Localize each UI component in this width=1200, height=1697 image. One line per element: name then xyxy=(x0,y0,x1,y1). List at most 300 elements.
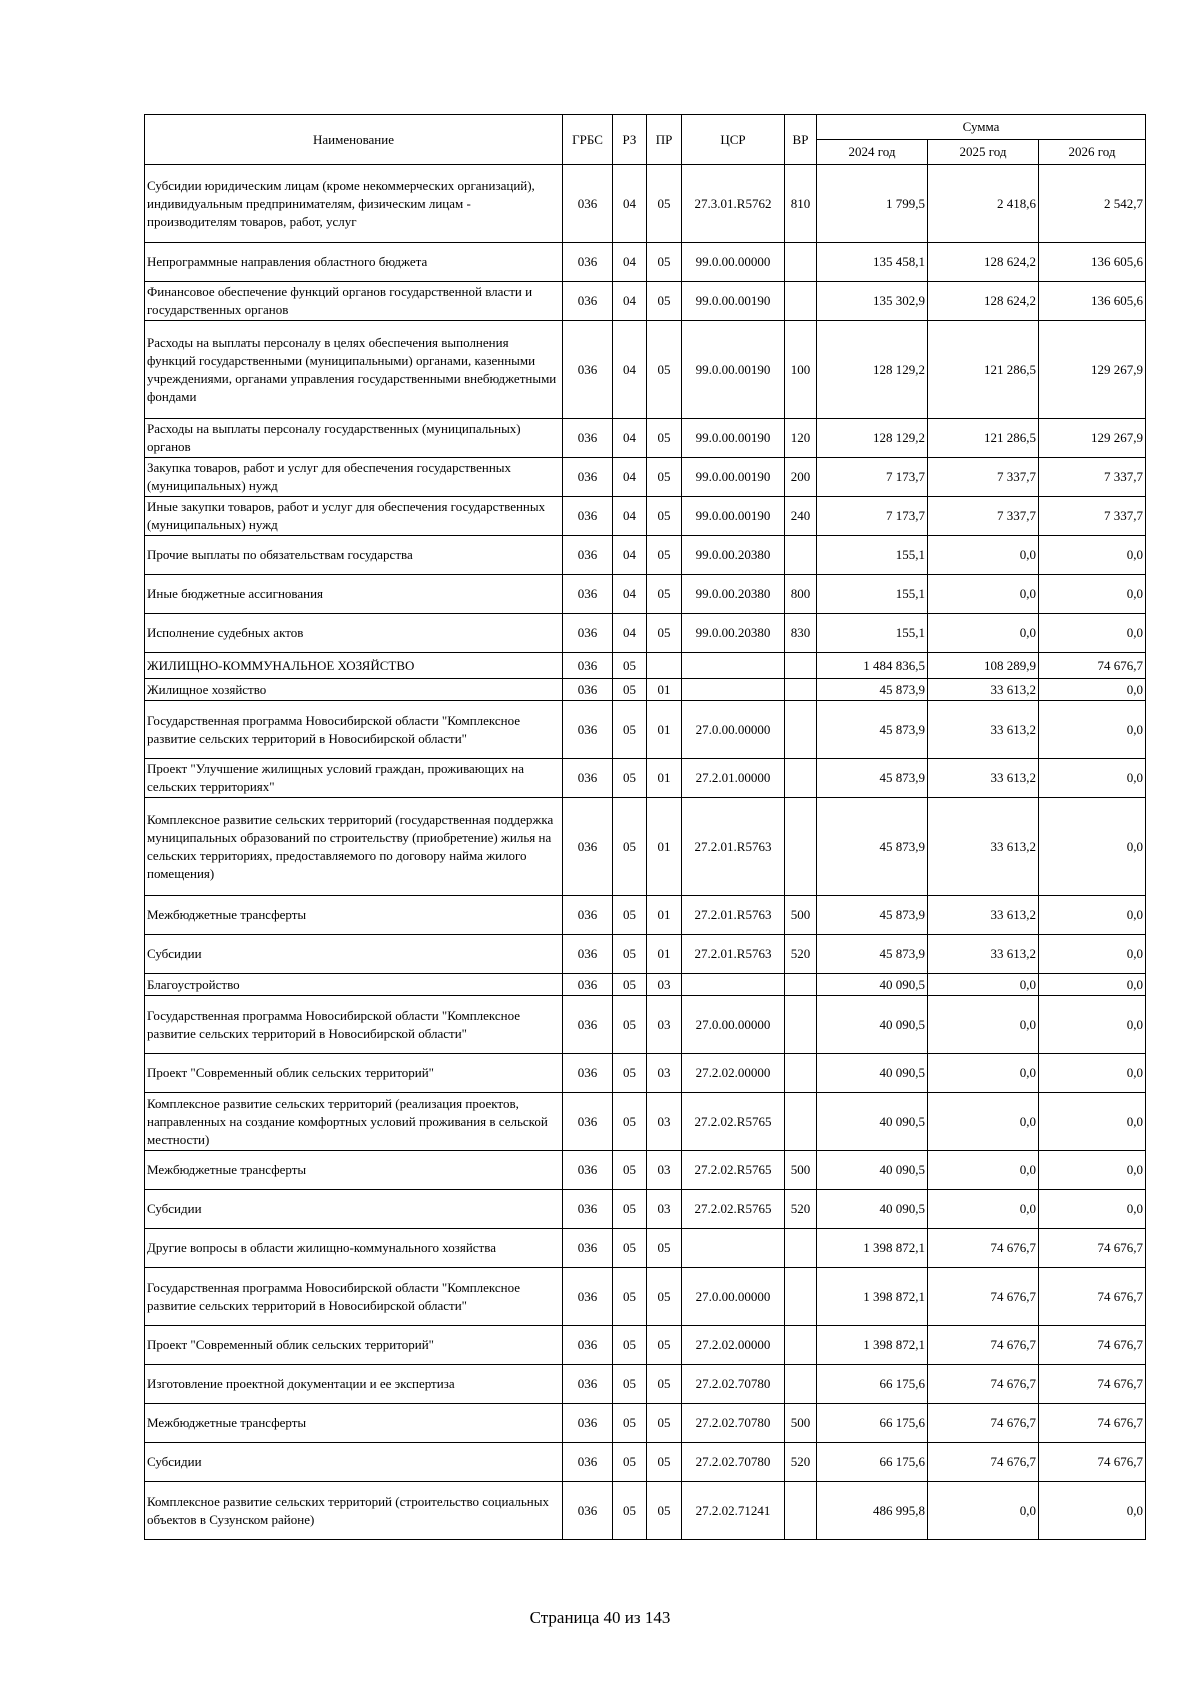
cell-pr: 05 xyxy=(647,575,682,614)
table-row xyxy=(145,1190,1146,1229)
cell-name: ЖИЛИЩНО-КОММУНАЛЬНОЕ ХОЗЯЙСТВО xyxy=(145,653,563,679)
cell-grbs: 036 xyxy=(563,679,613,701)
cell-name: Прочие выплаты по обязательствам государства xyxy=(145,536,563,575)
cell-2025: 121 286,5 xyxy=(928,321,1039,419)
cell-rz: 05 xyxy=(613,798,647,896)
cell-grbs: 036 xyxy=(563,798,613,896)
cell-name: Проект "Современный облик сельских территорий" xyxy=(145,1054,563,1093)
cell-grbs: 036 xyxy=(563,701,613,759)
cell-grbs: 036 xyxy=(563,458,613,497)
cell-2025: 0,0 xyxy=(928,614,1039,653)
cell-vr: 520 xyxy=(785,1443,817,1482)
cell-vr: 100 xyxy=(785,321,817,419)
cell-vr: 520 xyxy=(785,1190,817,1229)
cell-2026: 7 337,7 xyxy=(1039,458,1146,497)
cell-pr: 01 xyxy=(647,701,682,759)
cell-name: Расходы на выплаты персоналу в целях обеспечения выполнения функций государственными (муниципальными) органами, казенными учреждениями, органами управления государственными внебюджетными фондами xyxy=(145,321,563,419)
table-row xyxy=(145,165,1146,243)
cell-2026: 0,0 xyxy=(1039,896,1146,935)
cell-2026: 0,0 xyxy=(1039,1054,1146,1093)
cell-csr: 27.2.01.R5763 xyxy=(682,935,785,974)
cell-2026: 0,0 xyxy=(1039,759,1146,798)
cell-csr: 99.0.00.00000 xyxy=(682,243,785,282)
cell-name: Иные закупки товаров, работ и услуг для обеспечения государственных (муниципальных) нужд xyxy=(145,497,563,536)
cell-pr: 03 xyxy=(647,996,682,1054)
table-header-row xyxy=(145,115,1146,140)
cell-2025: 74 676,7 xyxy=(928,1229,1039,1268)
cell-2024: 7 173,7 xyxy=(817,458,928,497)
header-name: Наименование xyxy=(145,115,563,165)
cell-rz: 04 xyxy=(613,458,647,497)
cell-pr xyxy=(647,653,682,679)
cell-vr: 240 xyxy=(785,497,817,536)
cell-name: Непрограммные направления областного бюджета xyxy=(145,243,563,282)
cell-rz: 04 xyxy=(613,165,647,243)
cell-rz: 05 xyxy=(613,996,647,1054)
cell-csr: 27.2.02.R5765 xyxy=(682,1093,785,1151)
cell-2025: 33 613,2 xyxy=(928,701,1039,759)
cell-vr xyxy=(785,1365,817,1404)
cell-grbs: 036 xyxy=(563,536,613,575)
table-row xyxy=(145,497,1146,536)
cell-rz: 05 xyxy=(613,1268,647,1326)
cell-2025: 74 676,7 xyxy=(928,1268,1039,1326)
cell-csr: 99.0.00.20380 xyxy=(682,575,785,614)
cell-csr: 99.0.00.00190 xyxy=(682,458,785,497)
table-row xyxy=(145,974,1146,996)
cell-grbs: 036 xyxy=(563,1482,613,1540)
cell-2026: 0,0 xyxy=(1039,1151,1146,1190)
cell-rz: 05 xyxy=(613,1190,647,1229)
cell-pr: 03 xyxy=(647,1151,682,1190)
cell-csr: 99.0.00.20380 xyxy=(682,614,785,653)
cell-2024: 135 458,1 xyxy=(817,243,928,282)
cell-2024: 45 873,9 xyxy=(817,759,928,798)
cell-name: Изготовление проектной документации и ее экспертиза xyxy=(145,1365,563,1404)
cell-rz: 05 xyxy=(613,759,647,798)
cell-grbs: 036 xyxy=(563,282,613,321)
cell-2025: 0,0 xyxy=(928,1190,1039,1229)
table-row xyxy=(145,798,1146,896)
cell-2024: 66 175,6 xyxy=(817,1404,928,1443)
cell-2026: 0,0 xyxy=(1039,996,1146,1054)
cell-name: Комплексное развитие сельских территорий (государственная поддержка муниципальных образований по строительству (приобретение) жилья на сельских территориях, предоставляемого по договору найма жилого помещения) xyxy=(145,798,563,896)
table-row xyxy=(145,1443,1146,1482)
table-row xyxy=(145,458,1146,497)
cell-2026: 0,0 xyxy=(1039,575,1146,614)
cell-rz: 05 xyxy=(613,1443,647,1482)
cell-pr: 05 xyxy=(647,243,682,282)
cell-vr xyxy=(785,536,817,575)
cell-2024: 40 090,5 xyxy=(817,1054,928,1093)
cell-2026: 74 676,7 xyxy=(1039,1268,1146,1326)
cell-name: Исполнение судебных актов xyxy=(145,614,563,653)
cell-grbs: 036 xyxy=(563,419,613,458)
cell-name: Комплексное развитие сельских территорий (строительство социальных объектов в Сузунском районе) xyxy=(145,1482,563,1540)
table-row xyxy=(145,1404,1146,1443)
cell-pr: 05 xyxy=(647,497,682,536)
cell-pr: 05 xyxy=(647,1365,682,1404)
table-row xyxy=(145,1093,1146,1151)
cell-2026: 0,0 xyxy=(1039,701,1146,759)
cell-csr: 27.2.01.00000 xyxy=(682,759,785,798)
table-row xyxy=(145,1326,1146,1365)
header-csr: ЦСР xyxy=(682,115,785,165)
cell-vr xyxy=(785,243,817,282)
cell-csr: 99.0.00.20380 xyxy=(682,536,785,575)
cell-rz: 05 xyxy=(613,653,647,679)
cell-2026: 74 676,7 xyxy=(1039,1443,1146,1482)
cell-2025: 74 676,7 xyxy=(928,1326,1039,1365)
cell-pr: 05 xyxy=(647,1482,682,1540)
cell-pr: 03 xyxy=(647,1093,682,1151)
table-row xyxy=(145,653,1146,679)
cell-2024: 155,1 xyxy=(817,536,928,575)
cell-2024: 155,1 xyxy=(817,614,928,653)
cell-2026: 0,0 xyxy=(1039,536,1146,575)
cell-2024: 45 873,9 xyxy=(817,679,928,701)
cell-pr: 05 xyxy=(647,1268,682,1326)
cell-grbs: 036 xyxy=(563,243,613,282)
cell-2026: 0,0 xyxy=(1039,1482,1146,1540)
cell-2024: 66 175,6 xyxy=(817,1365,928,1404)
table-row xyxy=(145,536,1146,575)
cell-grbs: 036 xyxy=(563,321,613,419)
cell-2025: 74 676,7 xyxy=(928,1365,1039,1404)
cell-2025: 33 613,2 xyxy=(928,798,1039,896)
cell-vr xyxy=(785,679,817,701)
cell-2025: 108 289,9 xyxy=(928,653,1039,679)
cell-rz: 05 xyxy=(613,1326,647,1365)
cell-grbs: 036 xyxy=(563,1229,613,1268)
cell-grbs: 036 xyxy=(563,935,613,974)
cell-2026: 0,0 xyxy=(1039,1093,1146,1151)
cell-grbs: 036 xyxy=(563,1093,613,1151)
cell-rz: 04 xyxy=(613,536,647,575)
cell-grbs: 036 xyxy=(563,1443,613,1482)
cell-rz: 04 xyxy=(613,321,647,419)
cell-name: Проект "Улучшение жилищных условий граждан, проживающих на сельских территориях" xyxy=(145,759,563,798)
header-year-2026: 2026 год xyxy=(1039,140,1146,165)
cell-2025: 128 624,2 xyxy=(928,282,1039,321)
cell-2024: 1 398 872,1 xyxy=(817,1268,928,1326)
cell-2025: 0,0 xyxy=(928,996,1039,1054)
cell-pr: 05 xyxy=(647,1404,682,1443)
cell-2026: 0,0 xyxy=(1039,974,1146,996)
cell-rz: 04 xyxy=(613,282,647,321)
cell-vr: 810 xyxy=(785,165,817,243)
cell-2024: 40 090,5 xyxy=(817,1151,928,1190)
cell-2024: 40 090,5 xyxy=(817,974,928,996)
cell-csr: 27.2.02.70780 xyxy=(682,1404,785,1443)
cell-csr xyxy=(682,974,785,996)
cell-pr: 01 xyxy=(647,935,682,974)
cell-grbs: 036 xyxy=(563,896,613,935)
cell-vr xyxy=(785,759,817,798)
cell-2026: 74 676,7 xyxy=(1039,1326,1146,1365)
cell-name: Проект "Современный облик сельских территорий" xyxy=(145,1326,563,1365)
table-row xyxy=(145,1151,1146,1190)
cell-2024: 45 873,9 xyxy=(817,701,928,759)
cell-csr: 27.0.00.00000 xyxy=(682,1268,785,1326)
cell-2024: 1 398 872,1 xyxy=(817,1326,928,1365)
table-row xyxy=(145,419,1146,458)
cell-name: Другие вопросы в области жилищно-коммунального хозяйства xyxy=(145,1229,563,1268)
table-row xyxy=(145,575,1146,614)
cell-2026: 74 676,7 xyxy=(1039,653,1146,679)
cell-grbs: 036 xyxy=(563,1151,613,1190)
cell-grbs: 036 xyxy=(563,1326,613,1365)
table-row xyxy=(145,996,1146,1054)
cell-rz: 04 xyxy=(613,614,647,653)
cell-csr: 27.2.02.00000 xyxy=(682,1326,785,1365)
cell-vr xyxy=(785,996,817,1054)
cell-csr: 99.0.00.00190 xyxy=(682,497,785,536)
cell-2026: 136 605,6 xyxy=(1039,243,1146,282)
cell-rz: 05 xyxy=(613,701,647,759)
page-number: Страница 40 из 143 xyxy=(529,1608,671,1627)
cell-csr: 99.0.00.00190 xyxy=(682,282,785,321)
cell-vr xyxy=(785,282,817,321)
cell-2025: 0,0 xyxy=(928,575,1039,614)
cell-pr: 05 xyxy=(647,536,682,575)
cell-grbs: 036 xyxy=(563,575,613,614)
cell-2025: 2 418,6 xyxy=(928,165,1039,243)
cell-pr: 03 xyxy=(647,1054,682,1093)
cell-csr xyxy=(682,1229,785,1268)
cell-2024: 486 995,8 xyxy=(817,1482,928,1540)
cell-csr: 27.2.02.70780 xyxy=(682,1443,785,1482)
cell-name: Благоустройство xyxy=(145,974,563,996)
cell-2026: 129 267,9 xyxy=(1039,321,1146,419)
cell-csr: 27.0.00.00000 xyxy=(682,996,785,1054)
cell-grbs: 036 xyxy=(563,1054,613,1093)
cell-csr xyxy=(682,679,785,701)
cell-grbs: 036 xyxy=(563,996,613,1054)
table-row xyxy=(145,1365,1146,1404)
cell-name: Государственная программа Новосибирской области "Комплексное развитие сельских территорий в Новосибирской области" xyxy=(145,701,563,759)
cell-rz: 05 xyxy=(613,1093,647,1151)
cell-grbs: 036 xyxy=(563,1190,613,1229)
cell-2024: 7 173,7 xyxy=(817,497,928,536)
cell-vr xyxy=(785,798,817,896)
cell-csr: 27.2.02.70780 xyxy=(682,1365,785,1404)
cell-vr: 500 xyxy=(785,1151,817,1190)
cell-csr: 99.0.00.00190 xyxy=(682,321,785,419)
cell-name: Государственная программа Новосибирской области "Комплексное развитие сельских территорий в Новосибирской области" xyxy=(145,996,563,1054)
cell-vr xyxy=(785,1268,817,1326)
cell-2026: 7 337,7 xyxy=(1039,497,1146,536)
cell-rz: 05 xyxy=(613,1404,647,1443)
cell-2026: 0,0 xyxy=(1039,679,1146,701)
header-year-2024: 2024 год xyxy=(817,140,928,165)
cell-2026: 74 676,7 xyxy=(1039,1404,1146,1443)
table-row xyxy=(145,243,1146,282)
cell-name: Закупка товаров, работ и услуг для обеспечения государственных (муниципальных) нужд xyxy=(145,458,563,497)
table-row xyxy=(145,1054,1146,1093)
header-rz: РЗ xyxy=(613,115,647,165)
cell-2026: 0,0 xyxy=(1039,1190,1146,1229)
cell-csr: 27.2.02.R5765 xyxy=(682,1190,785,1229)
cell-rz: 04 xyxy=(613,243,647,282)
cell-2024: 128 129,2 xyxy=(817,321,928,419)
cell-2024: 155,1 xyxy=(817,575,928,614)
table-row xyxy=(145,282,1146,321)
table-row xyxy=(145,896,1146,935)
table-row xyxy=(145,935,1146,974)
cell-grbs: 036 xyxy=(563,1404,613,1443)
cell-2024: 66 175,6 xyxy=(817,1443,928,1482)
cell-2024: 128 129,2 xyxy=(817,419,928,458)
cell-rz: 05 xyxy=(613,974,647,996)
cell-grbs: 036 xyxy=(563,653,613,679)
cell-vr xyxy=(785,653,817,679)
cell-grbs: 036 xyxy=(563,759,613,798)
cell-vr: 200 xyxy=(785,458,817,497)
cell-name: Субсидии xyxy=(145,1190,563,1229)
cell-vr xyxy=(785,1093,817,1151)
cell-name: Государственная программа Новосибирской области "Комплексное развитие сельских территорий в Новосибирской области" xyxy=(145,1268,563,1326)
cell-rz: 05 xyxy=(613,1054,647,1093)
cell-vr: 520 xyxy=(785,935,817,974)
cell-2026: 74 676,7 xyxy=(1039,1229,1146,1268)
table-row xyxy=(145,759,1146,798)
cell-2024: 1 799,5 xyxy=(817,165,928,243)
cell-name: Субсидии xyxy=(145,935,563,974)
cell-2024: 40 090,5 xyxy=(817,996,928,1054)
cell-vr xyxy=(785,1229,817,1268)
table-body xyxy=(145,165,1146,1540)
cell-csr: 27.2.02.71241 xyxy=(682,1482,785,1540)
table-row xyxy=(145,321,1146,419)
cell-rz: 05 xyxy=(613,1151,647,1190)
cell-name: Финансовое обеспечение функций органов государственной власти и государственных органов xyxy=(145,282,563,321)
cell-rz: 05 xyxy=(613,1365,647,1404)
cell-2024: 1 484 836,5 xyxy=(817,653,928,679)
cell-pr: 01 xyxy=(647,896,682,935)
table-row xyxy=(145,614,1146,653)
cell-rz: 05 xyxy=(613,1229,647,1268)
cell-2025: 0,0 xyxy=(928,1093,1039,1151)
cell-pr: 01 xyxy=(647,759,682,798)
header-sum: Сумма xyxy=(817,115,1146,140)
cell-2025: 121 286,5 xyxy=(928,419,1039,458)
cell-vr: 500 xyxy=(785,1404,817,1443)
cell-pr: 03 xyxy=(647,974,682,996)
cell-pr: 05 xyxy=(647,1229,682,1268)
cell-grbs: 036 xyxy=(563,165,613,243)
cell-vr: 120 xyxy=(785,419,817,458)
cell-csr: 27.2.02.00000 xyxy=(682,1054,785,1093)
cell-2026: 2 542,7 xyxy=(1039,165,1146,243)
cell-csr xyxy=(682,653,785,679)
header-grbs: ГРБС xyxy=(563,115,613,165)
cell-pr: 05 xyxy=(647,458,682,497)
header-pr: ПР xyxy=(647,115,682,165)
cell-name: Субсидии юридическим лицам (кроме некоммерческих организаций), индивидуальным предпринимателям, физическим лицам - производителям товаров, работ, услуг xyxy=(145,165,563,243)
cell-csr: 27.2.01.R5763 xyxy=(682,896,785,935)
budget-table xyxy=(144,114,1146,1540)
header-year-2025: 2025 год xyxy=(928,140,1039,165)
cell-vr: 830 xyxy=(785,614,817,653)
table-row xyxy=(145,701,1146,759)
cell-grbs: 036 xyxy=(563,497,613,536)
cell-pr: 05 xyxy=(647,165,682,243)
table-row xyxy=(145,679,1146,701)
cell-2025: 7 337,7 xyxy=(928,458,1039,497)
cell-grbs: 036 xyxy=(563,614,613,653)
cell-2025: 0,0 xyxy=(928,1151,1039,1190)
table-row xyxy=(145,1229,1146,1268)
cell-vr xyxy=(785,1054,817,1093)
cell-grbs: 036 xyxy=(563,1268,613,1326)
cell-rz: 04 xyxy=(613,419,647,458)
cell-grbs: 036 xyxy=(563,1365,613,1404)
cell-vr xyxy=(785,1482,817,1540)
cell-pr: 01 xyxy=(647,679,682,701)
cell-vr: 500 xyxy=(785,896,817,935)
cell-pr: 05 xyxy=(647,282,682,321)
cell-2026: 136 605,6 xyxy=(1039,282,1146,321)
cell-csr: 99.0.00.00190 xyxy=(682,419,785,458)
cell-rz: 05 xyxy=(613,679,647,701)
cell-2026: 74 676,7 xyxy=(1039,1365,1146,1404)
cell-2025: 128 624,2 xyxy=(928,243,1039,282)
cell-2025: 0,0 xyxy=(928,1482,1039,1540)
table-row xyxy=(145,1482,1146,1540)
cell-name: Иные бюджетные ассигнования xyxy=(145,575,563,614)
cell-2025: 33 613,2 xyxy=(928,759,1039,798)
table-row xyxy=(145,1268,1146,1326)
cell-name: Комплексное развитие сельских территорий (реализация проектов, направленных на создание комфортных условий проживания в сельской местности) xyxy=(145,1093,563,1151)
cell-name: Межбюджетные трансферты xyxy=(145,1151,563,1190)
cell-pr: 05 xyxy=(647,1443,682,1482)
cell-2025: 33 613,2 xyxy=(928,935,1039,974)
cell-rz: 04 xyxy=(613,575,647,614)
cell-vr xyxy=(785,1326,817,1365)
cell-2024: 40 090,5 xyxy=(817,1190,928,1229)
cell-pr: 05 xyxy=(647,321,682,419)
cell-pr: 03 xyxy=(647,1190,682,1229)
cell-vr xyxy=(785,701,817,759)
cell-2024: 45 873,9 xyxy=(817,798,928,896)
cell-name: Межбюджетные трансферты xyxy=(145,896,563,935)
cell-2026: 0,0 xyxy=(1039,614,1146,653)
cell-name: Жилищное хозяйство xyxy=(145,679,563,701)
cell-2025: 7 337,7 xyxy=(928,497,1039,536)
cell-2025: 33 613,2 xyxy=(928,896,1039,935)
cell-vr: 800 xyxy=(785,575,817,614)
cell-rz: 05 xyxy=(613,935,647,974)
cell-csr: 27.0.00.00000 xyxy=(682,701,785,759)
cell-name: Расходы на выплаты персоналу государственных (муниципальных) органов xyxy=(145,419,563,458)
cell-2024: 135 302,9 xyxy=(817,282,928,321)
cell-grbs: 036 xyxy=(563,974,613,996)
cell-name: Субсидии xyxy=(145,1443,563,1482)
cell-2024: 45 873,9 xyxy=(817,896,928,935)
cell-csr: 27.2.02.R5765 xyxy=(682,1151,785,1190)
cell-pr: 05 xyxy=(647,614,682,653)
cell-rz: 05 xyxy=(613,896,647,935)
cell-2025: 74 676,7 xyxy=(928,1404,1039,1443)
cell-csr: 27.3.01.R5762 xyxy=(682,165,785,243)
cell-rz: 04 xyxy=(613,497,647,536)
cell-pr: 05 xyxy=(647,1326,682,1365)
header-vr: ВР xyxy=(785,115,817,165)
cell-rz: 05 xyxy=(613,1482,647,1540)
cell-csr: 27.2.01.R5763 xyxy=(682,798,785,896)
cell-vr xyxy=(785,974,817,996)
